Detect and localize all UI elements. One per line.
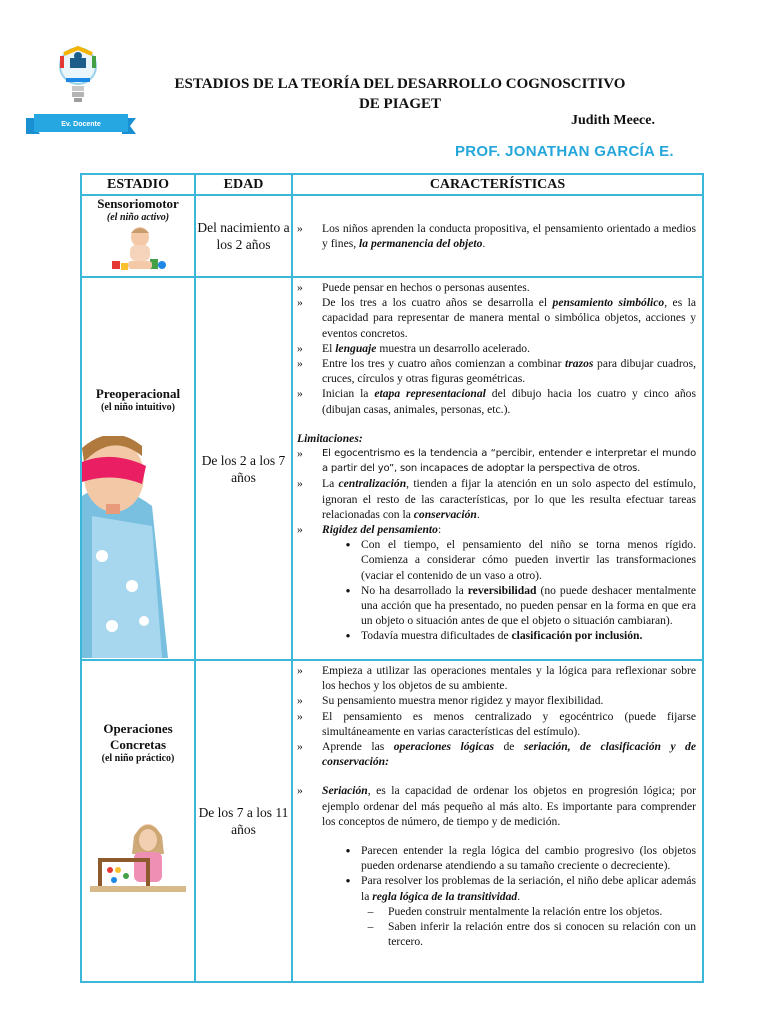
baby-photo <box>106 223 170 273</box>
stage-subtitle: (el niño práctico) <box>101 753 175 764</box>
characteristics-cell <box>292 660 703 982</box>
bullet-icon: ● <box>345 540 351 550</box>
professor-name: PROF. JONATHAN GARCÍA E. <box>455 143 674 160</box>
list-item: ● Con el tiempo, el pensamiento del niño se torna menos rígido. Comienza a considerar cómo pueden invertir las transformaciones (vaciar el contenido de un vaso a otro). <box>297 537 696 583</box>
age-cell <box>195 660 292 982</box>
arrow-icon: » <box>297 664 303 677</box>
stage-subtitle: (el niño intuitivo) <box>101 402 175 413</box>
list-item: ● Parecen entender la regla lógica del cambio progresivo (los objetos pueden ordenarse atendiendo a su tamaño creciente o decreciente). <box>297 843 696 873</box>
list-item: – Saben inferir la relación entre dos si conocen su relación con un tercero. <box>297 919 696 949</box>
header-stage: ESTADIO <box>81 174 195 195</box>
stage-cell <box>81 195 195 277</box>
list-item: » La centralización, tienden a fijar la atención en un solo aspecto del estímulo, ignoran el resto de las características, por lo que les resulta efectuar tareas relacionadas con la conservación. <box>297 477 696 521</box>
arrow-icon: » <box>297 296 303 310</box>
arrow-icon: » <box>297 447 303 461</box>
arrow-icon: » <box>297 694 303 708</box>
arrow-icon: » <box>297 784 303 798</box>
list-item: ● No ha desarrollado la reversibilidad (no puede deshacer mentalmente una acción que ha presentado, no pueden pensar en la forma en que era un objeto o situación antes de que el objeto o situación cambiaran). <box>297 583 696 629</box>
list-item: » Aprende las operaciones lógicas de seriación, de clasificación y de conservación: <box>297 740 697 769</box>
list-item: » El egocentrismo es la tendencia a “percibir, entender e interpretar el mundo a partir del yo”, son incapaces de adoptar la perspectiva de otros. <box>297 446 696 476</box>
list-item: » Rigidez del pensamiento: <box>297 523 442 537</box>
stage-cell <box>81 660 195 982</box>
list-item: » Inician la etapa representacional del dibujo hacia los cuatro y cinco años (dibujan casas, animales, personas, etc.). <box>297 387 696 416</box>
ribbon-banner <box>26 114 136 134</box>
dash-icon: – <box>367 920 374 934</box>
age-text: De los 7 a los 11 años <box>198 805 289 837</box>
list-item: – Pueden construir mentalmente la relación entre los objetos. <box>297 904 696 919</box>
logo-text: Ev. Docente <box>61 121 101 128</box>
age-text: Del nacimiento a los 2 años <box>197 220 290 252</box>
list-item: » El pensamiento es menos centralizado y egocéntrico (puede fijarse simultáneamente en varias características del estímulo). <box>297 709 696 738</box>
arrow-icon: » <box>297 740 303 754</box>
bullet-icon: ● <box>345 876 351 886</box>
bullet-icon: ● <box>345 631 351 641</box>
age-cell <box>195 195 292 277</box>
arrow-icon: » <box>297 221 303 235</box>
table-row <box>81 660 703 982</box>
characteristics-cell <box>292 195 703 277</box>
table-row <box>81 195 703 277</box>
boy-photo <box>82 436 168 658</box>
author: Judith Meece. <box>571 113 655 128</box>
arrow-icon: » <box>297 523 303 537</box>
list-item: » Puede pensar en hechos o personas ausentes. <box>297 281 530 294</box>
list-item: ● Para resolver los problemas de la seriación, el niño debe aplicar además la regla lógica de la transitividad. <box>297 873 696 903</box>
characteristics-cell <box>292 277 703 660</box>
lightbulb-icon <box>60 48 96 102</box>
list-item: » El lenguaje muestra un desarrollo acelerado. <box>297 341 530 355</box>
bullet-icon: ● <box>345 585 351 595</box>
header-characteristics: CARACTERÍSTICAS <box>292 174 703 195</box>
list-item: » De los tres a los cuatro años se desarrolla el pensamiento simbólico, es la capacidad para representar de manera mental o simbólica objetos, acciones y eventos concretos. <box>297 296 696 340</box>
age-cell <box>195 277 292 660</box>
list-item: » Seriación, es la capacidad de ordenar los objetos en progresión lógica; por ejemplo ordenar del más pequeño al más alto. Es importante para comprender los conceptos de número, de tiempo y de medición. <box>297 784 696 828</box>
list-item: » Su pensamiento muestra menor rigidez y mayor flexibilidad. <box>297 694 604 708</box>
limitations-title: Limitaciones: <box>297 431 363 445</box>
table-row <box>81 277 703 660</box>
stage-cell <box>81 277 195 660</box>
document-title-line2: DE PIAGET <box>358 96 442 112</box>
document-title-line1: ESTADIOS DE LA TEORÍA DEL DESARROLLO COGNOSCITIVO <box>174 76 626 92</box>
dash-icon: – <box>367 904 374 918</box>
arrow-icon: » <box>297 341 303 355</box>
list-item: » Entre los tres y cuatro años comienzan a combinar trazos para dibujar cuadros, cruces, círculos y otras figuras geométricas. <box>297 357 696 386</box>
header-age: EDAD <box>195 174 292 195</box>
arrow-icon: » <box>297 387 303 401</box>
bullet-icon: ● <box>345 846 351 856</box>
arrow-icon: » <box>297 709 303 723</box>
stage-name: Operaciones Concretas <box>103 721 173 752</box>
arrow-icon: » <box>297 281 303 294</box>
girl-photo <box>90 814 186 894</box>
arrow-icon: » <box>297 477 303 491</box>
stage-subtitle: (el niño activo) <box>106 212 170 223</box>
list-item: ● Todavía muestra dificultades de clasificación por inclusión. <box>297 628 696 643</box>
stage-name: Preoperacional <box>95 386 181 401</box>
age-text: De los 2 a los 7 años <box>201 452 286 485</box>
arrow-icon: » <box>297 357 303 371</box>
stage-name: Sensoriomotor <box>97 196 179 211</box>
stages-table <box>80 173 704 983</box>
table-header-row <box>81 174 703 195</box>
list-item: » Empieza a utilizar las operaciones mentales y la lógica para reflexionar sobre los hechos y los objetos de su ambiente. <box>297 664 696 693</box>
list-item: » Los niños aprenden la conducta propositiva, el pensamiento orientado a medios y fines, la permanencia del objeto. <box>297 221 696 250</box>
